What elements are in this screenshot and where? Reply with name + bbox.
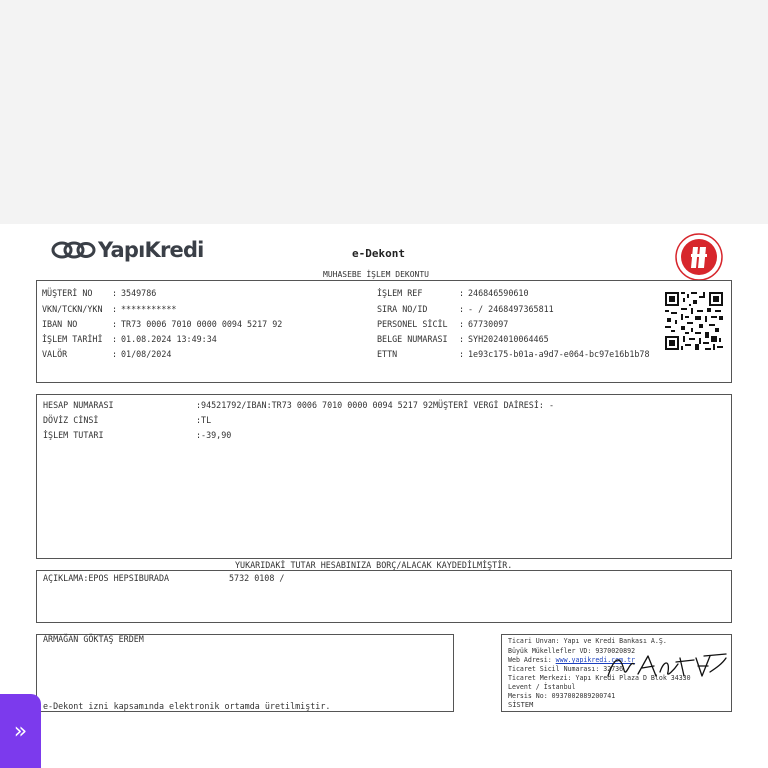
company-web: Web Adresi: www.yapikredi.com.tr [508,656,636,664]
receipt-sheet: YapıKredi e-Dekont MUHASEBE İŞLEM DEKONTU MÜŞTERİ NO : 3549786 VKN/TCKN/YKN : *********** IBAN NO : TR73 0006 7010 0000 0094 5217 92 İŞLEM TARİHİ : 01.08.2024 13:49:34 VALÖR : 01/08/2024 İŞLEM REF : 246846590610 SIRA NO/ID : - / 2468497365811 PERSONEL SİCİL : 67730097 BELGE NUMARASI : SYH2024010064465 ETTN : 1e93c175-b01a-a9d7-e064-bc97e16b1b78 HESAP NUMARASI :94521792/IBAN:TR73 0006 7010 0000 0094 5217 92MÜŞTERİ VERGİ DAİRESİ: - DÖVİZ CİNSİ :TL İŞLEM TUTARI :-39,90 YUKARIDAKİ TUTAR HESABINIZA BORÇ/ALACAK KAYDEDİLMİŞTİR. AÇIKLAMA:EPOS HEPSIBURADA 5732 0108 / ARMAĞAN GÖKTAŞ ERDEM e-Dekont izni kapsamında elektronik ortamda üretilmiştir. Ticari Unvan: Yapı ve Kredi Bankası A.Ş. Büyük Mükellefler VD: 9370020892 Web Adresi: www.yapikredi.com.tr Ticaret Sicil Numarası: 32736 Ticaret Merkezi: Yapı Kredi Plaza D Blok 34330 Levent / İstanbul Mersis No: 0937002089200741 SİSTEM [0,224,768,768]
signature-icon [604,650,728,682]
bank-logo [50,238,204,262]
ettn-label: ETTN [377,349,398,359]
electronic-notice: e-Dekont izni kapsamında elektronik ortamda üretilmiştir. [43,701,331,711]
transaction-detail-box [36,394,732,559]
company-registry-no: Ticaret Sicil Numarası: 32736 [508,665,624,673]
amount-label: İŞLEM TUTARI [43,430,104,440]
currency-label: DÖVİZ CİNSİ [43,415,99,425]
document-subtitle: MUHASEBE İŞLEM DEKONTU [323,270,429,279]
transaction-ref-label: İŞLEM REF [377,288,423,298]
customer-no-value: 3549786 [121,288,157,298]
debit-credit-notice: YUKARIDAKİ TUTAR HESABINIZA BORÇ/ALACAK KAYDEDİLMİŞTİR. [235,560,513,570]
currency-value: :TL [196,415,212,425]
company-web-link[interactable]: www.yapikredi.com.tr [555,656,636,664]
iban-value: TR73 0006 7010 0000 0094 5217 92 [121,319,283,329]
expand-sidebar-button[interactable] [0,694,41,768]
staff-id-label: PERSONEL SİCİL [377,319,448,329]
account-number-value: :94521792/IBAN:TR73 0006 7010 0000 0094 5217 92MÜŞTERİ VERGİ DAİRESİ: - [196,400,554,410]
ettn-value: 1e93c175-b01a-a9d7-e064-bc97e16b1b78 [468,349,650,359]
qr-code-icon [665,292,723,350]
sequence-id-value: - / 2468497365811 [468,304,554,314]
document-title: e-Dekont [352,247,405,260]
tax-id-label: VKN/TCKN/YKN [42,304,103,314]
staff-id-value: 67730097 [468,319,509,329]
document-no-label: BELGE NUMARASI [377,334,448,344]
transaction-date-label: İŞLEM TARİHİ [42,334,103,344]
iban-label: IBAN NO [42,319,78,329]
description-code: 5732 0108 / [229,573,285,583]
company-mersis: Mersis No: 0937002089200741 [508,692,616,700]
description-text: AÇIKLAMA:EPOS HEPSIBURADA [43,573,170,583]
amount-value: :-39,90 [196,430,232,440]
bank-name: YapıKredi [98,238,204,262]
company-address: Ticaret Merkezi: Yapı Kredi Plaza D Blok 34330 [508,674,691,682]
sequence-id-label: SIRA NO/ID [377,304,428,314]
transaction-date-value: 01.08.2024 13:49:34 [121,334,217,344]
company-tax-office: Büyük Mükellefler VD: 9370020892 [508,647,636,655]
company-city: Levent / İstanbul [508,683,576,691]
double-chevron-right-icon: » [13,718,28,744]
transaction-ref-value: 246846590610 [468,288,529,298]
company-system: SİSTEM [508,701,534,709]
account-number-label: HESAP NUMARASI [43,400,114,410]
customer-no-label: MÜŞTERİ NO [42,288,93,298]
document-no-value: SYH2024010064465 [468,334,549,344]
value-date-label: VALÖR [42,349,68,359]
bank-seal-icon [674,232,724,282]
yapikredi-logo-icon [50,238,96,262]
customer-name: ARMAĞAN GÖKTAŞ ERDEM [43,634,144,644]
tax-id-value: *********** [121,304,177,314]
value-date-value: 01/08/2024 [121,349,172,359]
company-title: Ticari Unvan: Yapı ve Kredi Bankası A.Ş. [508,637,667,645]
